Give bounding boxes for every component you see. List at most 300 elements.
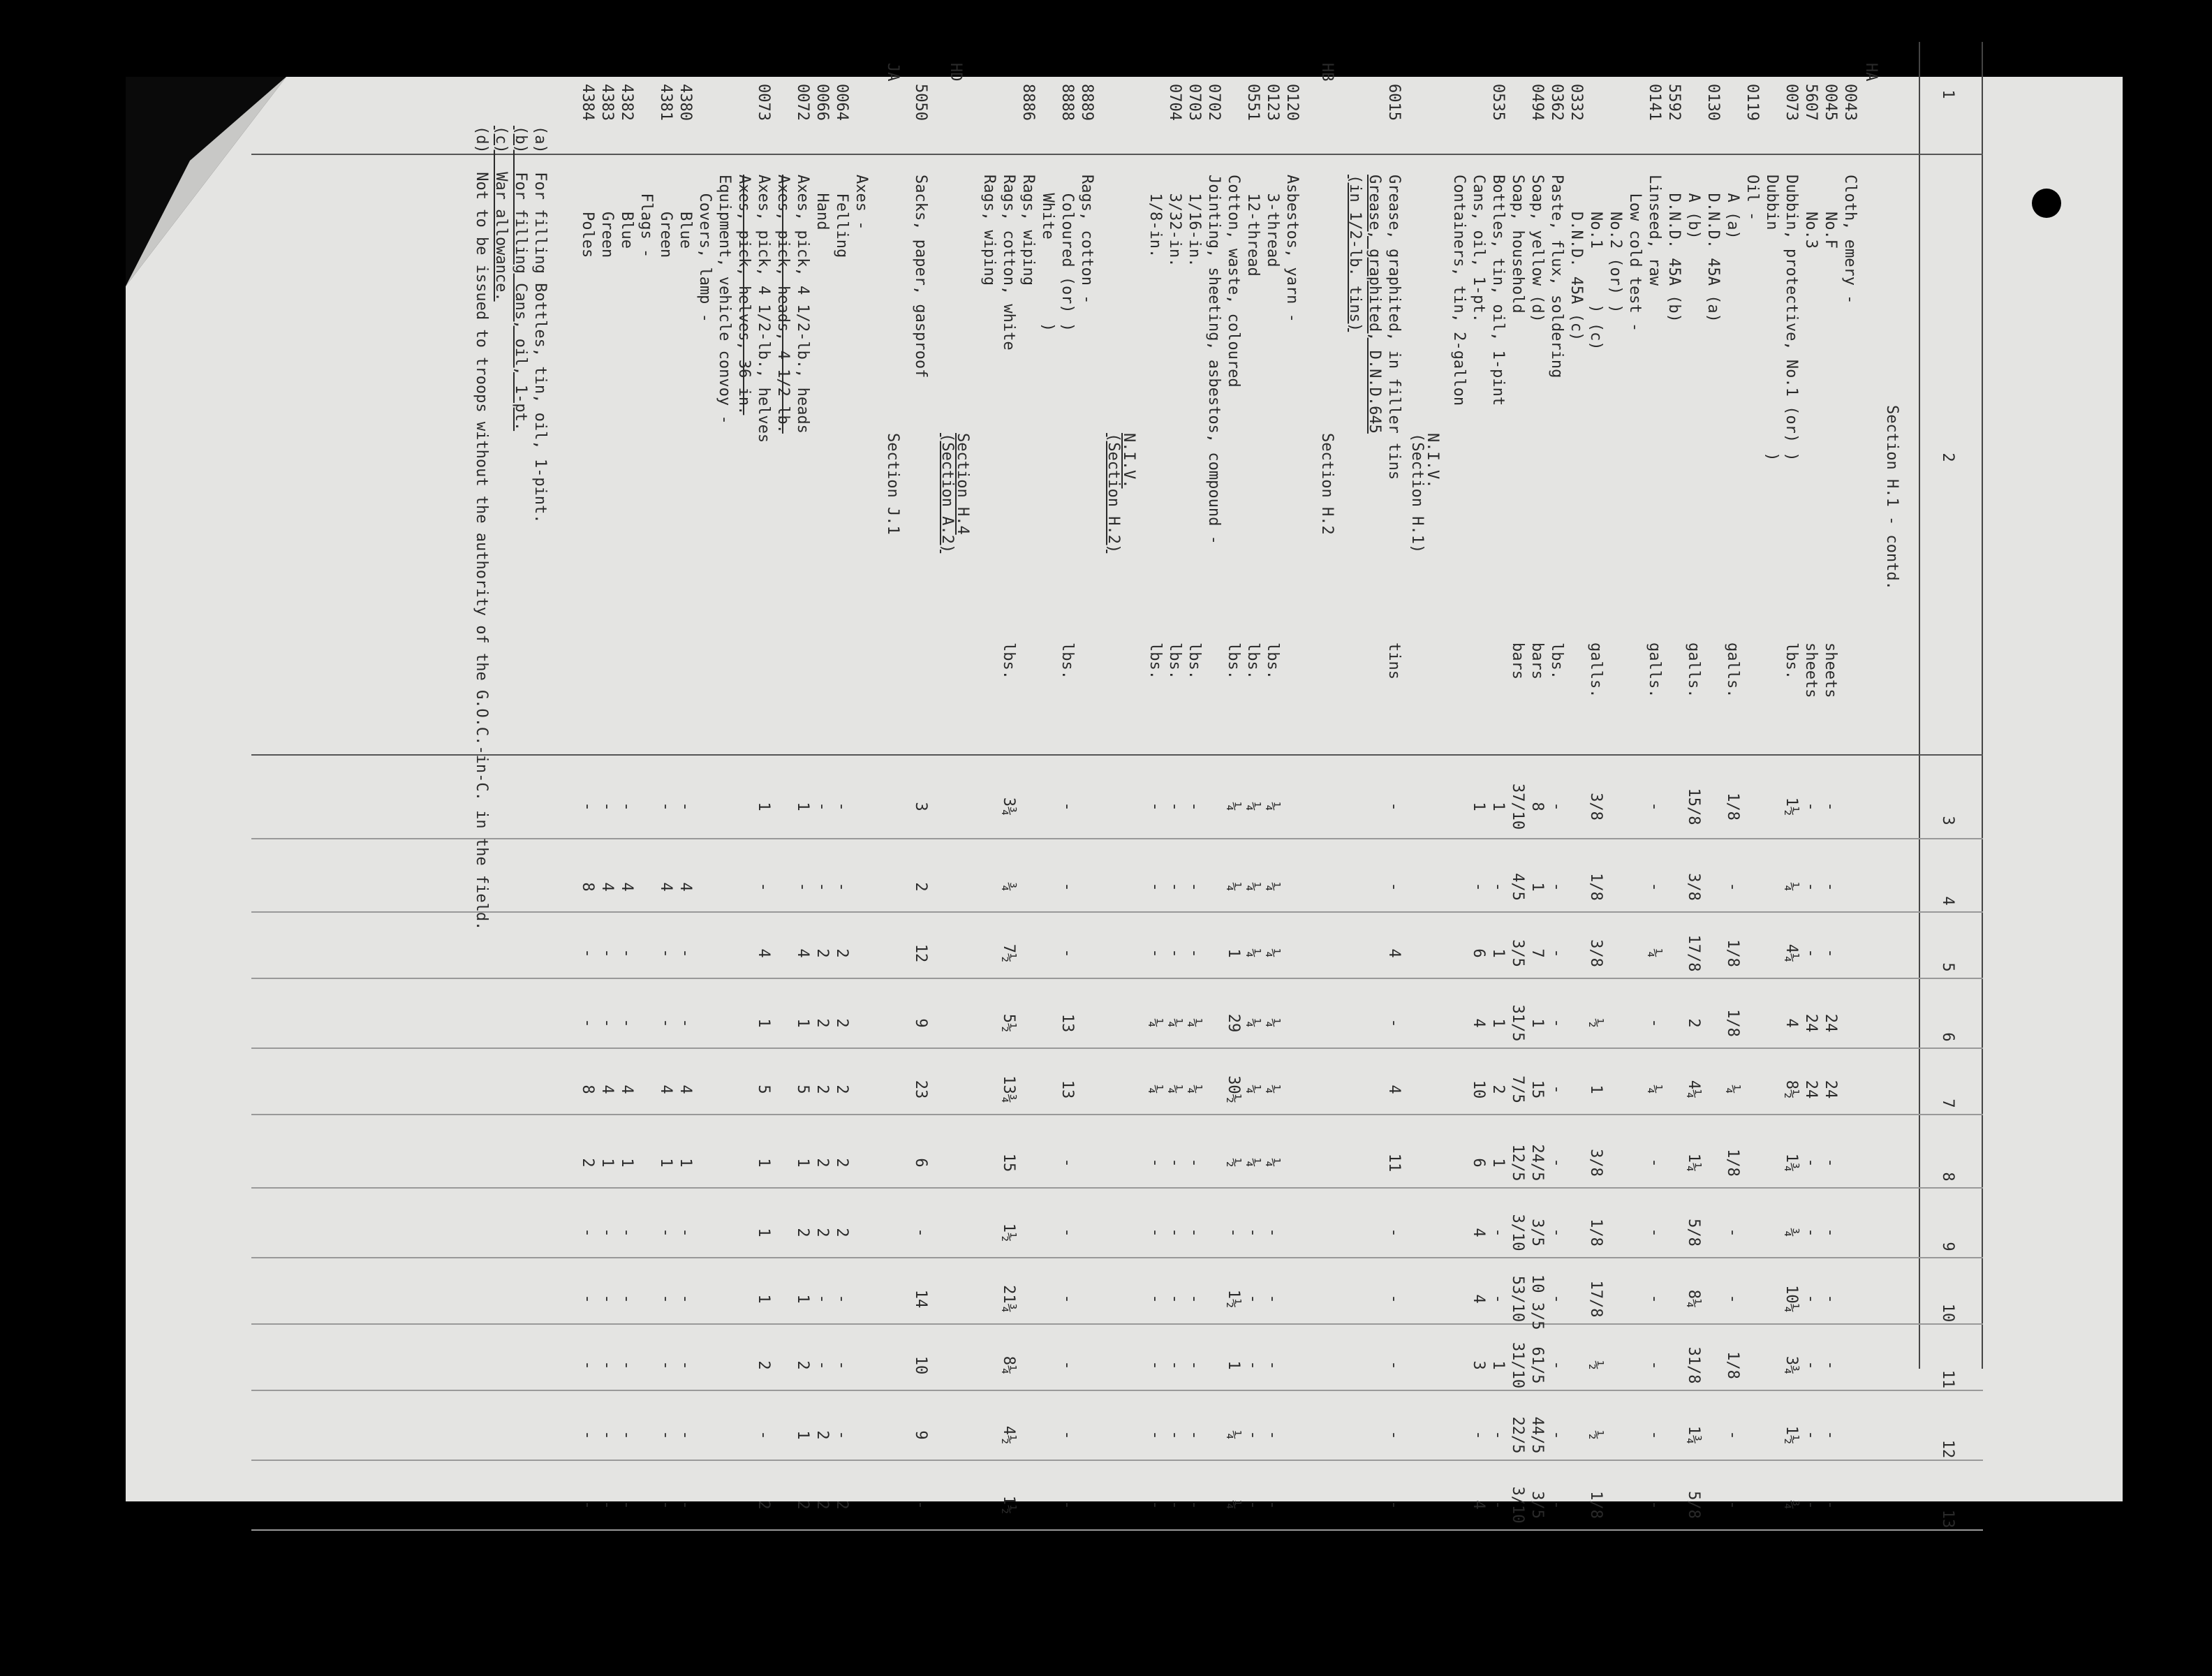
cell-value: - [813, 882, 831, 892]
cell-value: - [1225, 1228, 1242, 1237]
niv-label: N.I.V. (Section H.2) [1105, 433, 1137, 554]
cell-value: 4 [618, 1085, 635, 1094]
cell-value: - [1646, 1360, 1663, 1370]
cell-value: - [657, 1228, 674, 1237]
cell-value: ¼ [1264, 948, 1281, 958]
cell-value: 1½ [1225, 1289, 1242, 1309]
cell-value: 31/10 [1509, 1341, 1526, 1389]
cell-value: 4 [1470, 1294, 1487, 1304]
cell-value: - [1802, 1360, 1820, 1370]
cell-value: - [1059, 1430, 1076, 1440]
cell-value: - [1146, 1360, 1164, 1370]
cell-value: - [833, 1430, 850, 1440]
cell-value: 2 [755, 1500, 772, 1510]
cell-value: - [1802, 1430, 1820, 1440]
item-code: 8889 [1078, 84, 1096, 121]
cell-value: - [1646, 1294, 1663, 1304]
cell-value: 2 [794, 1360, 811, 1370]
cell-value: 15 [1000, 1153, 1017, 1173]
item-description: Covers, lamp - [696, 175, 714, 323]
item-code: 6015 [1385, 84, 1403, 121]
cell-value: 1 [794, 1158, 811, 1168]
cell-value: - [1186, 1294, 1203, 1304]
cell-value: 2 [833, 1228, 850, 1237]
cell-value: 31/8 [1685, 1346, 1702, 1384]
cell-value: 1/8 [1587, 1219, 1605, 1247]
cell-value: - [1646, 1018, 1663, 1028]
cell-value: 2 [579, 1158, 596, 1168]
cell-value: - [1186, 1228, 1203, 1237]
cell-value: - [1166, 882, 1184, 892]
cell-value: - [1646, 1500, 1663, 1510]
item-description: D.N.D. 45A (c) [1568, 175, 1585, 341]
cell-value: 1/8 [1724, 793, 1741, 821]
item-code: 0130 [1704, 84, 1722, 121]
cell-value: - [813, 1360, 831, 1370]
cell-value: 8¼ [1685, 1289, 1702, 1309]
cell-value: 9 [912, 1430, 929, 1440]
cell-value: 2 [833, 1085, 850, 1094]
cell-value: 1 [794, 1294, 811, 1304]
cell-value: - [1166, 1430, 1184, 1440]
cell-value: - [657, 948, 674, 958]
cell-value: 1 [1489, 1360, 1507, 1370]
item-description: D.N.D. 45A (b) [1665, 175, 1683, 323]
cell-value: 14 [912, 1289, 929, 1309]
item-description: A (a) [1724, 175, 1741, 240]
item-description: Linseed, raw [1646, 175, 1663, 286]
cell-value: 1¾ [1783, 1153, 1800, 1173]
cell-value: 1 [1470, 802, 1487, 811]
cell-value: - [1385, 1360, 1403, 1370]
cell-value: - [1385, 882, 1403, 892]
cell-value: - [755, 882, 772, 892]
item-unit: lbs. [1186, 642, 1203, 679]
cell-value: - [1822, 948, 1839, 958]
cell-value: 4 [1470, 1500, 1487, 1510]
cell-value: 2 [833, 948, 850, 958]
cell-value: - [1385, 1430, 1403, 1440]
cell-value: 4 [1783, 1018, 1800, 1028]
cell-value: - [598, 1360, 616, 1370]
item-description: Soap, household [1509, 175, 1526, 314]
cell-value: ¼ [1264, 882, 1281, 892]
cell-value: 4 [794, 948, 811, 958]
section-code: HB [1318, 63, 1336, 82]
item-description: Cloth, emery - [1841, 175, 1859, 304]
header-top-line [1982, 42, 1983, 1369]
cell-value: - [618, 802, 635, 811]
cell-value: ½ [1587, 1018, 1605, 1028]
item-description: No.F [1822, 175, 1839, 249]
column-separator [251, 1390, 1983, 1391]
cell-value: 1 [1528, 1018, 1546, 1028]
cell-value: ¼ [1264, 1085, 1281, 1094]
cell-value: - [833, 802, 850, 811]
item-description: Cotton, waste, coloured [1225, 175, 1242, 388]
cell-value: - [1822, 1360, 1839, 1370]
cell-value: 8¼ [1000, 1355, 1017, 1375]
cell-value: - [1822, 882, 1839, 892]
cell-value: 5 [794, 1085, 811, 1094]
column-header: 9 [1939, 1242, 1956, 1251]
cell-value: 53/10 [1509, 1275, 1526, 1323]
cell-value: - [579, 1228, 596, 1237]
cell-value: 1 [794, 1018, 811, 1028]
section-code: HD [947, 63, 964, 82]
cell-value: - [657, 1294, 674, 1304]
cell-value: - [1186, 882, 1203, 892]
cell-value: - [1724, 1294, 1741, 1304]
footnote: (d) Not to be issued to troops without the authority of the G.O.C.-in-C. in the field. [473, 126, 490, 931]
cell-value: 1 [1225, 1360, 1242, 1370]
cell-value: - [598, 1228, 616, 1237]
cell-value: - [1264, 1500, 1281, 1510]
cell-value: - [1822, 1500, 1839, 1510]
cell-value: 8½ [1783, 1080, 1800, 1099]
cell-value: 2 [755, 1360, 772, 1370]
cell-value: 2 [813, 1430, 831, 1440]
cell-value: 2 [813, 1158, 831, 1168]
cell-value: 3/5 [1528, 1491, 1546, 1519]
cell-value: 21¾ [1000, 1285, 1017, 1313]
item-code: 0045 [1822, 84, 1839, 121]
cell-value: - [1646, 1430, 1663, 1440]
cell-value: 4 [1470, 1228, 1487, 1237]
cell-value: ¼ [1244, 882, 1262, 892]
cell-value: - [1166, 1228, 1184, 1237]
item-code: 4380 [677, 84, 694, 121]
cell-value: 15 [1528, 1080, 1546, 1099]
cell-value: 8 [579, 1085, 596, 1094]
item-description: 12-thread [1244, 175, 1262, 277]
cell-value: - [1802, 1158, 1820, 1168]
cell-value: - [1646, 882, 1663, 892]
cell-value: - [833, 882, 850, 892]
cell-value: ¼ [1166, 1018, 1184, 1028]
cell-value: - [1802, 1228, 1820, 1237]
cell-value: - [1059, 1500, 1076, 1510]
cell-value: 4/5 [1509, 873, 1526, 901]
item-unit: lbs. [1783, 642, 1800, 679]
cell-value: - [912, 1500, 929, 1510]
cell-value: ¼ [1244, 1158, 1262, 1168]
cell-value: ¼ [1186, 1085, 1203, 1094]
cell-value: 4¼ [1783, 943, 1800, 963]
cell-value: 1 [1528, 882, 1546, 892]
cell-value: 3/10 [1509, 1486, 1526, 1524]
cell-value: 13 [1059, 1080, 1076, 1099]
cell-value: 3/8 [1587, 1149, 1605, 1177]
cell-value: - [618, 1018, 635, 1028]
cell-value: - [579, 802, 596, 811]
item-description: (in 1/2-lb. tins) [1346, 175, 1364, 332]
cell-value: 4 [657, 1085, 674, 1094]
item-description: Felling [833, 175, 850, 258]
cell-value: ¼ [1646, 1085, 1663, 1094]
cell-value: 1 [677, 1158, 694, 1168]
cell-value: 4 [1470, 1018, 1487, 1028]
item-description: Rags, cotton, white [1000, 175, 1017, 351]
cell-value: ¼ [1783, 882, 1800, 892]
cell-value: 6 [912, 1158, 929, 1168]
column-separator [251, 1114, 1983, 1115]
footnote: (a) For filling Bottles, tin, oil, 1-pint. [531, 126, 549, 524]
cell-value: - [1548, 948, 1565, 958]
item-description: Sacks, paper, gasproof [912, 175, 929, 378]
cell-value: - [598, 1294, 616, 1304]
cell-value: - [833, 1360, 850, 1370]
cell-value: - [657, 802, 674, 811]
cell-value: - [598, 1500, 616, 1510]
cell-value: 1 [1489, 802, 1507, 811]
item-description: Bottles, tin, oil, 1-pint [1489, 175, 1507, 406]
item-unit: lbs. [1225, 642, 1242, 679]
cell-value: - [1385, 1294, 1403, 1304]
item-code: 0072 [794, 84, 811, 121]
cell-value: - [1166, 1360, 1184, 1370]
cell-value: - [579, 1430, 596, 1440]
cell-value: 29 [1225, 1013, 1242, 1033]
cell-value: - [1059, 1360, 1076, 1370]
column-separator [251, 1048, 1983, 1049]
cell-value: ¼ [1264, 802, 1281, 811]
cell-value: 2 [813, 1228, 831, 1237]
section-title: Section H.2 [1318, 433, 1336, 535]
item-description: Jointing, sheeting, asbestos, compound - [1205, 175, 1223, 545]
item-code: 4383 [598, 84, 616, 121]
cell-value: 2 [912, 882, 929, 892]
cell-value: - [677, 802, 694, 811]
cell-value: 7/5 [1509, 1075, 1526, 1103]
item-code: 0362 [1548, 84, 1565, 121]
cell-value: - [1186, 948, 1203, 958]
cell-value: 1½ [1000, 1223, 1017, 1242]
cell-value: 8 [1528, 802, 1546, 811]
cell-value: - [1166, 1294, 1184, 1304]
item-unit: lbs. [1166, 642, 1184, 679]
item-unit: galls. [1587, 642, 1605, 698]
cell-value: 5 [755, 1085, 772, 1094]
item-code: 4382 [618, 84, 635, 121]
column-separator [251, 1460, 1983, 1461]
cell-value: 5/8 [1685, 1219, 1702, 1247]
cell-value: - [579, 1500, 596, 1510]
item-code: 0703 [1186, 84, 1203, 121]
item-description: Axes - [853, 175, 870, 230]
column-separator [251, 1529, 1983, 1531]
cell-value: ¼ [1264, 1018, 1281, 1028]
cell-value: - [598, 948, 616, 958]
item-description: Blue [618, 175, 635, 249]
cell-value: ¼ [1724, 1085, 1741, 1094]
cell-value: 3¾ [1000, 797, 1017, 816]
cell-value: ¼ [1244, 948, 1262, 958]
cell-value: ¼ [1225, 802, 1242, 811]
cell-value: - [833, 1294, 850, 1304]
cell-value: 24 [1802, 1013, 1820, 1033]
item-unit: galls. [1724, 642, 1741, 698]
cell-value: - [1646, 1228, 1663, 1237]
cell-value: 13 [1059, 1013, 1076, 1033]
cell-value: - [1146, 1294, 1164, 1304]
cell-value: ¼ [1244, 802, 1262, 811]
cell-value: - [1059, 802, 1076, 811]
cell-value: - [1646, 802, 1663, 811]
column-header: 11 [1939, 1369, 1956, 1389]
cell-value: 61/5 [1528, 1346, 1546, 1384]
cell-value: - [677, 1018, 694, 1028]
item-description: Poles [579, 175, 596, 258]
cell-value: - [1822, 1228, 1839, 1237]
cell-value: 2 [833, 1018, 850, 1028]
item-description: Rags, wiping [1019, 175, 1037, 286]
cell-value: 24 [1822, 1013, 1839, 1033]
item-description: 1/16-in. [1186, 175, 1203, 267]
column-separator [251, 1187, 1983, 1189]
item-unit: tins [1385, 642, 1403, 679]
cell-value: - [1186, 802, 1203, 811]
cell-value: - [1244, 1360, 1262, 1370]
cell-value: - [1166, 802, 1184, 811]
cell-value: 1½ [1783, 797, 1800, 816]
cell-value: - [677, 1430, 694, 1440]
column-header: 7 [1939, 1098, 1956, 1108]
item-code: 0073 [1783, 84, 1800, 121]
cell-value: - [1489, 1500, 1507, 1510]
cell-value: - [1186, 1500, 1203, 1510]
cell-value: ¼ [1244, 1018, 1262, 1028]
cell-value: ½ [1587, 1430, 1605, 1440]
cell-value: - [657, 1018, 674, 1028]
niv-label: N.I.V. (Section H.1) [1408, 433, 1441, 554]
column-separator [251, 978, 1983, 979]
cell-value: - [794, 882, 811, 892]
cell-value: - [579, 1294, 596, 1304]
column-separator [251, 154, 1983, 155]
item-description: Cans, oil, 1-pt. [1470, 175, 1487, 323]
item-unit: sheets [1822, 642, 1839, 698]
cell-value: 5½ [1000, 1013, 1017, 1033]
item-description: 3/32-in. [1166, 175, 1184, 267]
footnote: (b) For filling Cans, oil, 1-pt. [512, 126, 529, 432]
cell-value: - [618, 948, 635, 958]
cell-value: - [1489, 1430, 1507, 1440]
cell-value: 2 [794, 1228, 811, 1237]
cell-value: - [755, 1430, 772, 1440]
item-description: Soap, yellow (d) [1528, 175, 1546, 323]
item-description: No.1 ) (c) [1587, 175, 1605, 351]
item-code: 0043 [1841, 84, 1859, 121]
cell-value: - [1489, 882, 1507, 892]
cell-value: 17/8 [1685, 934, 1702, 972]
item-code: 0119 [1743, 84, 1761, 121]
item-description: No.3 [1802, 175, 1820, 249]
column-separator [251, 911, 1983, 913]
cell-value: - [1146, 802, 1164, 811]
item-description: D.N.D. 45A (a) [1704, 175, 1722, 323]
cell-value: - [1264, 1228, 1281, 1237]
item-code: 8886 [1019, 84, 1037, 121]
cell-value: - [1548, 1294, 1565, 1304]
cell-value: - [1146, 882, 1164, 892]
section-title: Section H.4 (Section A.2) [938, 433, 971, 554]
cell-value: - [598, 802, 616, 811]
item-description: Grease, graphited, D.N.D.645 [1366, 175, 1383, 434]
cell-value: - [1059, 1294, 1076, 1304]
cell-value: - [1385, 1018, 1403, 1028]
cell-value: 1 [755, 1158, 772, 1168]
cell-value: - [1385, 1500, 1403, 1510]
cell-value: 3/8 [1587, 793, 1605, 821]
cell-value: - [657, 1430, 674, 1440]
column-separator [251, 838, 1983, 839]
cell-value: 1 [755, 1294, 772, 1304]
cell-value: - [1385, 802, 1403, 811]
cell-value: - [1822, 1294, 1839, 1304]
column-header: 4 [1939, 896, 1956, 906]
item-unit: lbs. [1146, 642, 1164, 679]
cell-value: - [1244, 1294, 1262, 1304]
cell-value: - [598, 1430, 616, 1440]
cell-value: 1½ [1783, 1425, 1800, 1445]
cell-value: - [1548, 1158, 1565, 1168]
cell-value: 11 [1385, 1153, 1403, 1173]
cell-value: ¼ [1244, 1085, 1262, 1094]
cell-value: - [1059, 948, 1076, 958]
cell-value: ¼ [1186, 1018, 1203, 1028]
cell-value: 7 [1528, 948, 1546, 958]
item-code: 0551 [1244, 84, 1262, 121]
cell-value: 1 [1489, 1158, 1507, 1168]
cell-value: - [677, 1500, 694, 1510]
cell-value: - [1802, 802, 1820, 811]
cell-value: ¼ [1646, 948, 1663, 958]
column-header: 3 [1939, 816, 1956, 825]
item-description: 3-thread [1264, 175, 1281, 267]
cell-value: 22/5 [1509, 1416, 1526, 1454]
cell-value: - [1059, 1228, 1076, 1237]
item-unit: galls. [1685, 642, 1702, 698]
cell-value: ¼ [1166, 1085, 1184, 1094]
cell-value: ¼ [1225, 1430, 1242, 1440]
item-code: 0064 [833, 84, 850, 121]
cell-value: 1½ [1000, 1495, 1017, 1515]
cell-value: 9 [912, 1018, 929, 1028]
cell-value: 12/5 [1509, 1144, 1526, 1182]
cell-value: - [1548, 1018, 1565, 1028]
cell-value: 44/5 [1528, 1416, 1546, 1454]
item-code: 0141 [1646, 84, 1663, 121]
cell-value: 37/10 [1509, 783, 1526, 830]
cell-value: 1/8 [1587, 1491, 1605, 1519]
cell-value: - [1059, 1158, 1076, 1168]
punch-hole [2032, 189, 2061, 218]
cell-value: ½ [1225, 1158, 1242, 1168]
item-description: Axes, pick, 4 1/2-lb., helves [755, 175, 772, 443]
cell-value: - [1802, 948, 1820, 958]
section-title: Section J.1 [884, 433, 901, 535]
item-code: 5050 [912, 84, 929, 121]
column-separator [251, 1323, 1983, 1325]
cell-value: ¼ [1225, 882, 1242, 892]
cell-value: 12 [912, 943, 929, 963]
cell-value: - [677, 1228, 694, 1237]
cell-value: 10 3/5 [1528, 1274, 1546, 1330]
cell-value: 1/8 [1724, 1351, 1741, 1379]
item-code: 0123 [1264, 84, 1281, 121]
cell-value: 1 [1489, 1018, 1507, 1028]
